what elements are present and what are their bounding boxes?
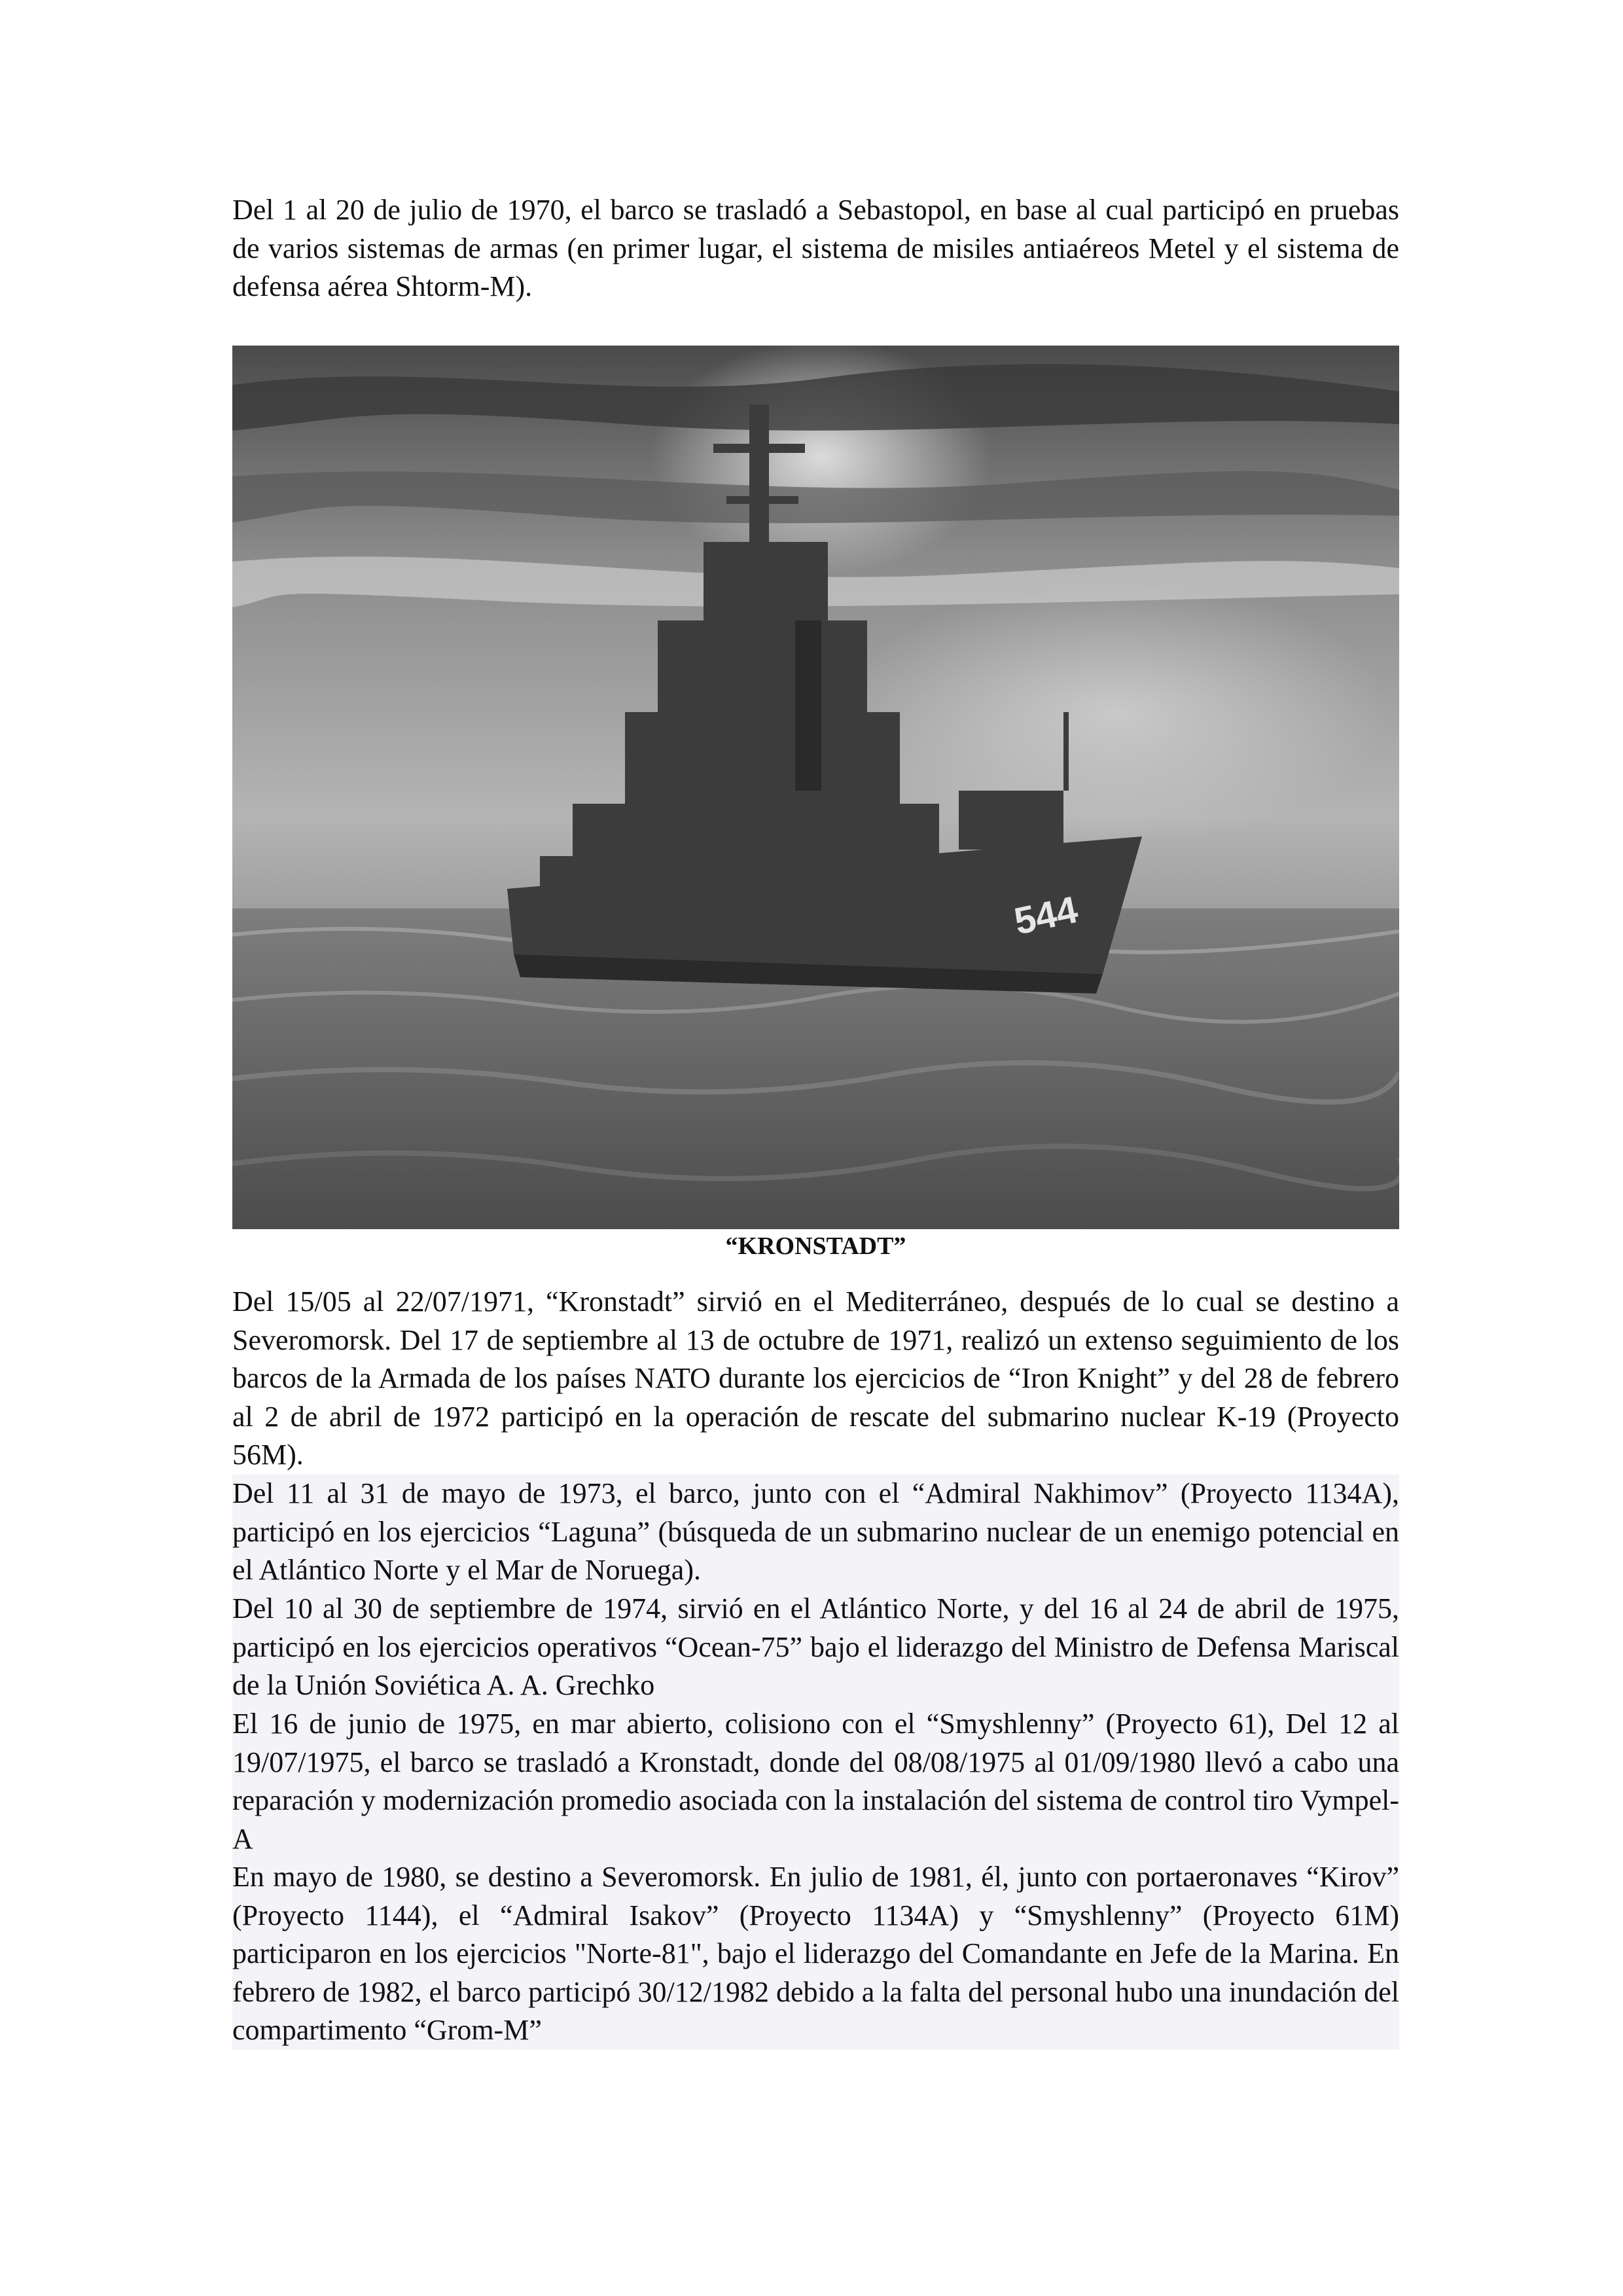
paragraph-2: Del 15/05 al 22/07/1971, “Kronstadt” sirvió en el Mediterráneo, después de lo cual se destino a Severomorsk. Del 17 de septiembre al 13 de octubre de 1971, realizó un extenso seguimiento de los barcos de la Armada de los países NATO durante los ejercicios de “Iron Knight” y del 28 de febrero al 2 de abril de 1972 participó en la operación de rescate del submarino nuclear K-19 (Proyecto 56M). bbox=[232, 1285, 1399, 1471]
paragraph-5: El 16 de junio de 1975, en mar abierto, colisiono con el “Smyshlenny” (Proyecto 61), Del 12 al 19/07/1975, el barco se trasladó a Kronstadt, donde del 08/08/1975 al 01/09/1980 llevó a cabo una reparación y modernización promedio asociada con la instalación del sistema de control tiro Vympel-A bbox=[232, 1705, 1399, 1858]
paragraph-4: Del 10 al 30 de septiembre de 1974, sirvió en el Atlántico Norte, y del 16 al 24 de abril de 1975, participó en los ejercicios operativos “Ocean-75” bajo el liderazgo del Ministro de Defensa Mariscal de la Unión Soviética A. A. Grechko bbox=[232, 1590, 1399, 1705]
ship-photo bbox=[232, 346, 1399, 1229]
paragraph-6: En mayo de 1980, se destino a Severomorsk. En julio de 1981, él, junto con portaeronaves “Kirov” (Proyecto 1144), el “Admiral Isakov” (Proyecto 1134A) y “Smyshlenny” (Proyecto 61M) participaron en los ejercicios "Norte-81", bajo el liderazgo del Comandante en Jefe de la Marina. En febrero de 1982, el barco participó 30/12/1982 debido a la falta del personal hubo una inundación del compartimento “Grom-M” bbox=[232, 1858, 1399, 2050]
photo-caption: “KRONSTADT” bbox=[725, 1232, 906, 1260]
paragraph-1: Del 1 al 20 de julio de 1970, el barco se trasladó a Sebastopol, en base al cual participó en pruebas de varios sistemas de armas (en primer lugar, el sistema de misiles antiaéreos Metel y el sistema de defensa aérea Shtorm-M). bbox=[232, 194, 1399, 302]
paragraph-3: Del 11 al 31 de mayo de 1973, el barco, junto con el “Admiral Nakhimov” (Proyecto 1134A), participó en los ejercicios “Laguna” (búsqueda de un submarino nuclear de un enemigo potencial en el Atlántico Norte y el Mar de Noruega). bbox=[232, 1475, 1399, 1590]
hull-number: 544 bbox=[1010, 888, 1082, 943]
